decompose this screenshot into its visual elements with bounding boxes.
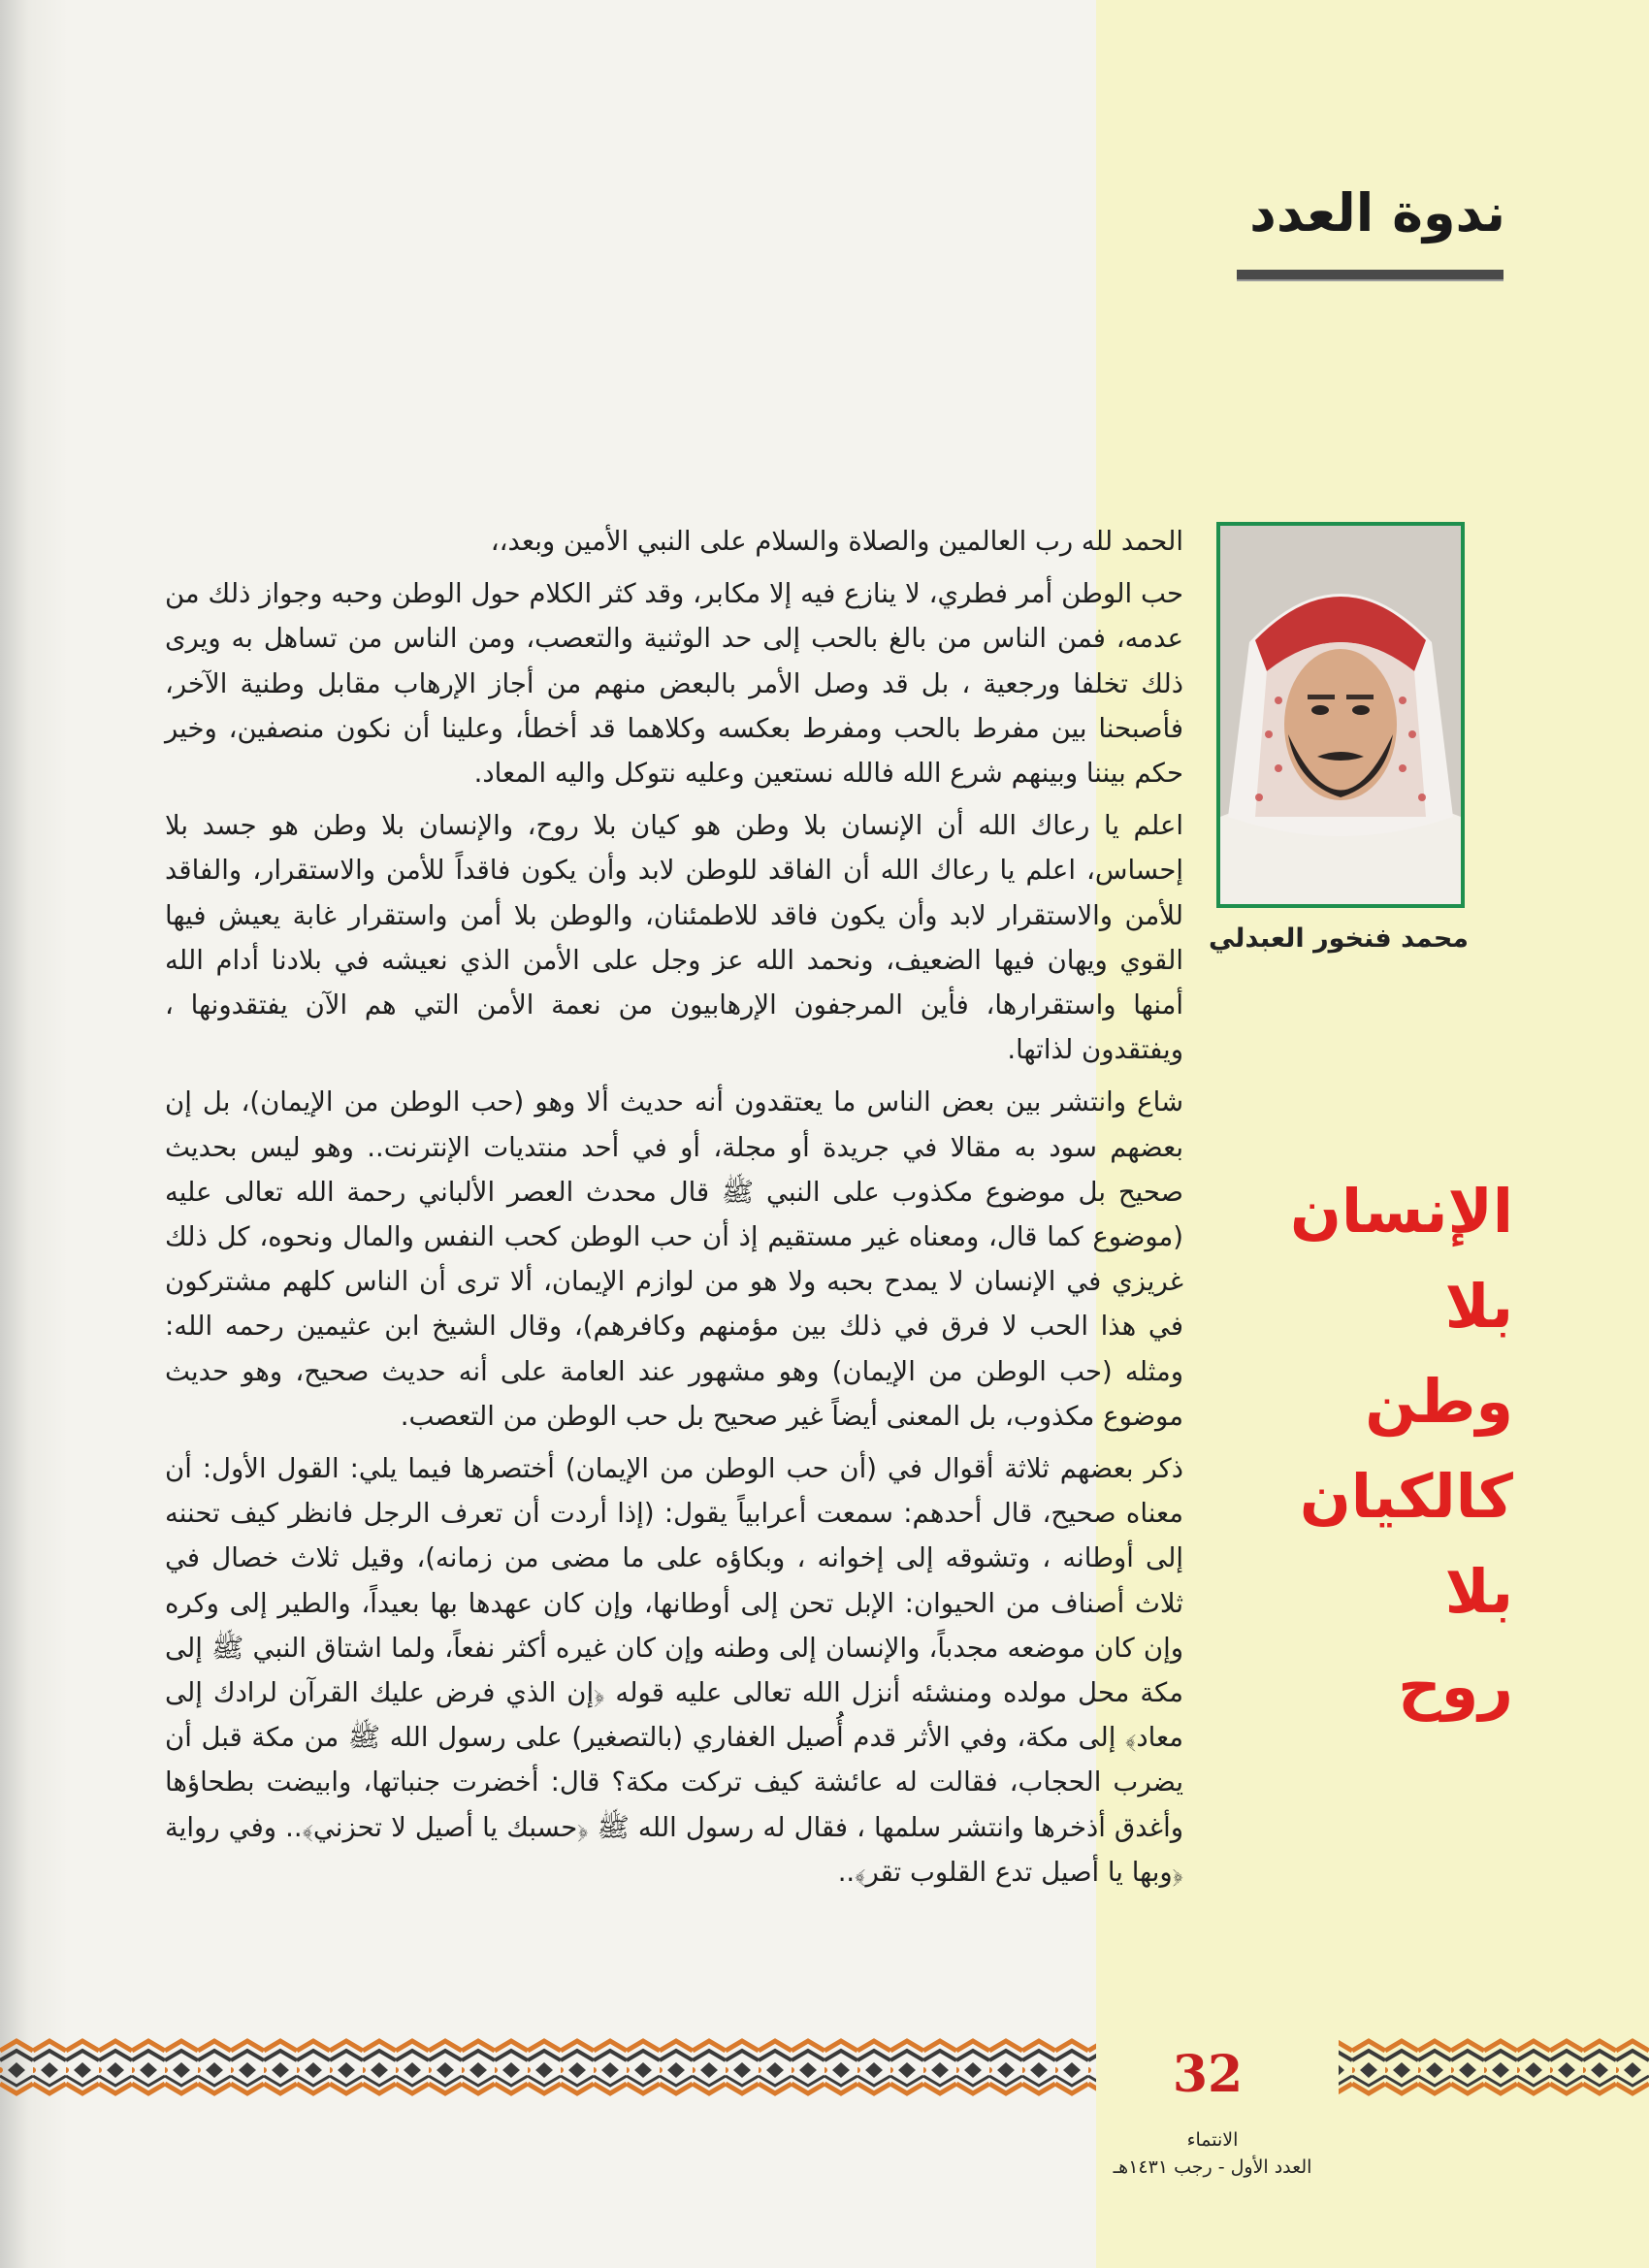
footer-info xyxy=(1067,2126,1358,2181)
decorative-band xyxy=(0,2037,1649,2097)
article-body xyxy=(165,519,1183,1902)
page-number: 32 xyxy=(1172,2045,1244,2104)
title-rule xyxy=(1237,270,1504,279)
headline-line: كالكيان xyxy=(1299,1461,1513,1532)
article-paragraph: ذكر بعضهم ثلاثة أقوال في (أن حب الوطن من الإيمان) أختصرها فيما يلي: القول الأول: أن معناه صحيح، قال أحدهم: سمعت أعرابياً يقول: (إذا أردت أن تعرف الرجل فانظر كيف تحننه إلى أوطانه ، وتشوقه إلى إخوانه ، وبكاؤه على ما مضى من زمانه)، وقيل ثلاث خصال في ثلاث أصناف من الحيوان: الإبل تحن إلى أوطانها، وإن كان عهدها بها بعيداً، والطير إلى وكره وإن كان موضعه مجدباً، والإنسان إلى وطنه وإن كان غيره أكثر نفعاً، ولما اشتاق النبي ﷺ إلى مكة محل مولده ومنشئه أنزل الله تعالى عليه قوله ﴿إن الذي فرض عليك القرآن لرادك إلى معاد﴾ إلى مكة، وفي الأثر قدم أُصيل الغفاري (بالتصغير) على رسول الله ﷺ من مكة قبل أن يضرب الحجاب، فقالت له عائشة كيف تركت مكة؟ قال: أخضرت جنباتها، وابيضت بطحاؤها وأغدق أذخرها وانتشر سلمها ، فقال له رسول الله ﷺ ﴿حسبك يا أصيل لا تحزني﴾.. وفي رواية ﴿وبها يا أصيل تدع القلوب تقر﴾.. xyxy=(165,1453,1183,1888)
article-paragraph: اعلم يا رعاك الله أن الإنسان بلا وطن هو كيان بلا روح، والإنسان بلا وطن هو جسد بلا إحساس، اعلم يا رعاك الله أن الفاقد للوطن لابد وأن يكون فاقداً للأمن والاستقرار، والفاقد للأمن والاستقرار لابد وأن يكون فاقد للاطمئنان، والوطن بلا أمن واستقرار غابة يعيش فيها القوي ويهان فيها الضعيف، ونحمد الله عز وجل على الأمن الذي نعيشه في بلادنا أدام الله أمنها واستقرارها، فأين المرجفون الإرهابيون من نعمة الأمن التي هم الآن يفتقدونها ، ويفتقدون لذاتها. xyxy=(165,810,1183,1066)
article-paragraph: شاع وانتشر بين بعض الناس ما يعتقدون أنه حديث ألا وهو (حب الوطن من الإيمان)، بل إن بعضهم سود به مقالا في جريدة أو مجلة، أو في أحد منتديات الإنترنت.. وهو ليس بحديث صحيح بل موضوع مكذوب على النبي ﷺ قال محدث العصر الألباني رحمة الله تعالى عليه (موضوع كما قال، ومعناه غير مستقيم إذ أن حب الوطن كحب النفس والمال ونحوه، كل ذلك غريزي في الإنسان لا يمدح بحبه ولا هو من لوازم الإيمان، ألا ترى أن الناس كلهم مشتركون في هذا الحب لا فرق في ذلك بين مؤمنهم وكافرهم)، وقال الشيخ ابن عثيمين رحمه الله: ومثله (حب الوطن من الإيمان) وهو مشهور عند العامة على أنه حديث صحيح، وهو حديث موضوع مكذوب، بل المعنى أيضاً غير صحيح بل حب الوطن من التعصب. xyxy=(165,1086,1183,1432)
author-photo xyxy=(1216,522,1465,908)
article-headline xyxy=(1290,1164,1513,1734)
issue-info: العدد الأول - رجب ١٤٣١هـ xyxy=(1113,2156,1312,2178)
author-caption: محمد فنخور العبدلي xyxy=(1208,923,1469,954)
section-title: ندوة العدد xyxy=(1249,182,1505,243)
headline-line: بلا وطن xyxy=(1365,1271,1513,1437)
article-paragraph: حب الوطن أمر فطري، لا ينازع فيه إلا مكابر، وقد كثر الكلام حول الوطن وحبه وجواز ذلك من عدمه، فمن الناس من بالغ بالحب إلى حد الوثنية والتعصب، ومن الناس من تساهل به ويرى ذلك تخلفا ورجعية ، بل قد وصل الأمر بالبعض منهم من أجاز الإرهاب مقابل وطنية الآخر، فأصبحنا بين مفرط بالحب ومفرط بعكسه وكلاهما قد أخطأ، وعلينا أن نكون منصفين، وخير حكم بيننا وبينهم شرع الله فالله نستعين وعليه نتوكل واليه المعاد. xyxy=(165,578,1183,790)
headline-line: الإنسان xyxy=(1290,1176,1513,1247)
headline-line: بلا روح xyxy=(1398,1556,1513,1722)
article-paragraph: الحمد لله رب العالمين والصلاة والسلام على النبي الأمين وبعد،، xyxy=(490,526,1183,557)
magazine-name: الانتماء xyxy=(1186,2129,1239,2151)
